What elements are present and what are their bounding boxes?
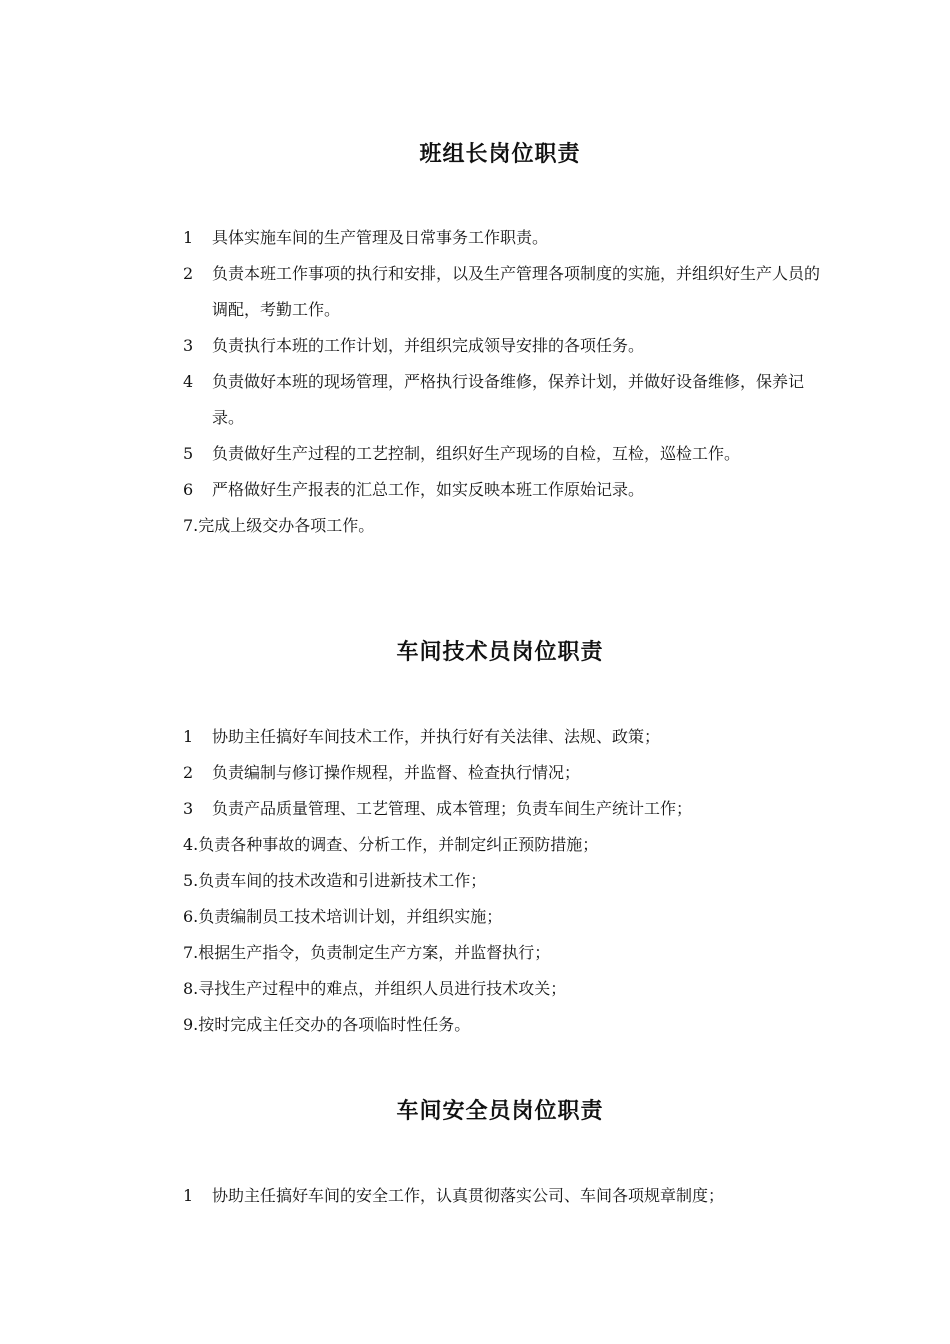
item-text: 根据生产指令，负责制定生产方案，并监督执行； (198, 943, 551, 962)
item-text: 完成上级交办各项工作。 (198, 516, 375, 535)
item-number: 6 (183, 480, 194, 499)
section-title: 班组长岗位职责 (419, 142, 581, 167)
list-item (183, 256, 823, 328)
item-text: 负责产品质量管理、工艺管理、成本管理；负责车间生产统计工作； (212, 799, 693, 818)
duty-list (183, 220, 823, 544)
duty-list (183, 719, 823, 1043)
list-item (183, 508, 823, 544)
item-number: 7. (183, 943, 199, 962)
list-item (183, 472, 823, 508)
item-number: 5. (183, 871, 199, 890)
item-text: 负责车间的技术改造和引进新技术工作； (198, 871, 487, 890)
item-text: 按时完成主任交办的各项临时性任务。 (198, 1015, 471, 1034)
item-text: 协助主任搞好车间技术工作，并执行好有关法律、法规、政策； (212, 727, 661, 746)
item-number: 4 (183, 372, 194, 391)
list-item (183, 827, 823, 863)
item-number: 1 (183, 727, 194, 746)
item-number: 1 (183, 1186, 194, 1205)
item-number: 5 (183, 444, 194, 463)
item-text: 负责做好生产过程的工艺控制，组织好生产现场的自检，互检，巡检工作。 (212, 444, 741, 463)
item-number: 7. (183, 516, 199, 535)
list-item (183, 791, 823, 827)
item-number: 2 (183, 763, 194, 782)
item-number: 9. (183, 1015, 199, 1034)
item-text: 协助主任搞好车间的安全工作，认真贯彻落实公司、车间各项规章制度； (212, 1186, 725, 1205)
list-item (183, 1178, 823, 1214)
list-item (183, 719, 823, 755)
item-number: 6. (183, 907, 199, 926)
list-item (183, 755, 823, 791)
list-item (183, 1007, 823, 1043)
list-item (183, 971, 823, 1007)
list-item (183, 935, 823, 971)
item-text: 负责做好本班的现场管理，严格执行设备维修，保养计划，并做好设备维修，保养记录。 (212, 372, 805, 427)
item-text: 具体实施车间的生产管理及日常事务工作职责。 (212, 228, 549, 247)
item-number: 8. (183, 979, 199, 998)
list-item (183, 436, 823, 472)
list-item (183, 328, 823, 364)
list-item (183, 220, 823, 256)
item-number: 2 (183, 264, 194, 283)
item-text: 负责执行本班的工作计划，并组织完成领导安排的各项任务。 (212, 336, 645, 355)
item-number: 3 (183, 336, 194, 355)
item-text: 严格做好生产报表的汇总工作，如实反映本班工作原始记录。 (212, 480, 645, 499)
item-text: 负责各种事故的调查、分析工作，并制定纠正预防措施； (198, 835, 599, 854)
item-number: 3 (183, 799, 194, 818)
item-text: 负责编制与修订操作规程，并监督、检查执行情况； (212, 763, 581, 782)
item-number: 1 (183, 228, 194, 247)
item-number: 4. (183, 835, 199, 854)
item-text: 负责本班工作事项的执行和安排，以及生产管理各项制度的实施，并组织好生产人员的调配，考勤工作。 (212, 264, 821, 319)
item-text: 负责编制员工技术培训计划，并组织实施； (198, 907, 503, 926)
list-item (183, 364, 823, 436)
section-title: 车间安全员岗位职责 (396, 1099, 604, 1124)
list-item (183, 863, 823, 899)
duty-list (183, 1178, 823, 1214)
item-text: 寻找生产过程中的难点，并组织人员进行技术攻关； (198, 979, 567, 998)
list-item (183, 899, 823, 935)
section-title: 车间技术员岗位职责 (396, 640, 604, 665)
